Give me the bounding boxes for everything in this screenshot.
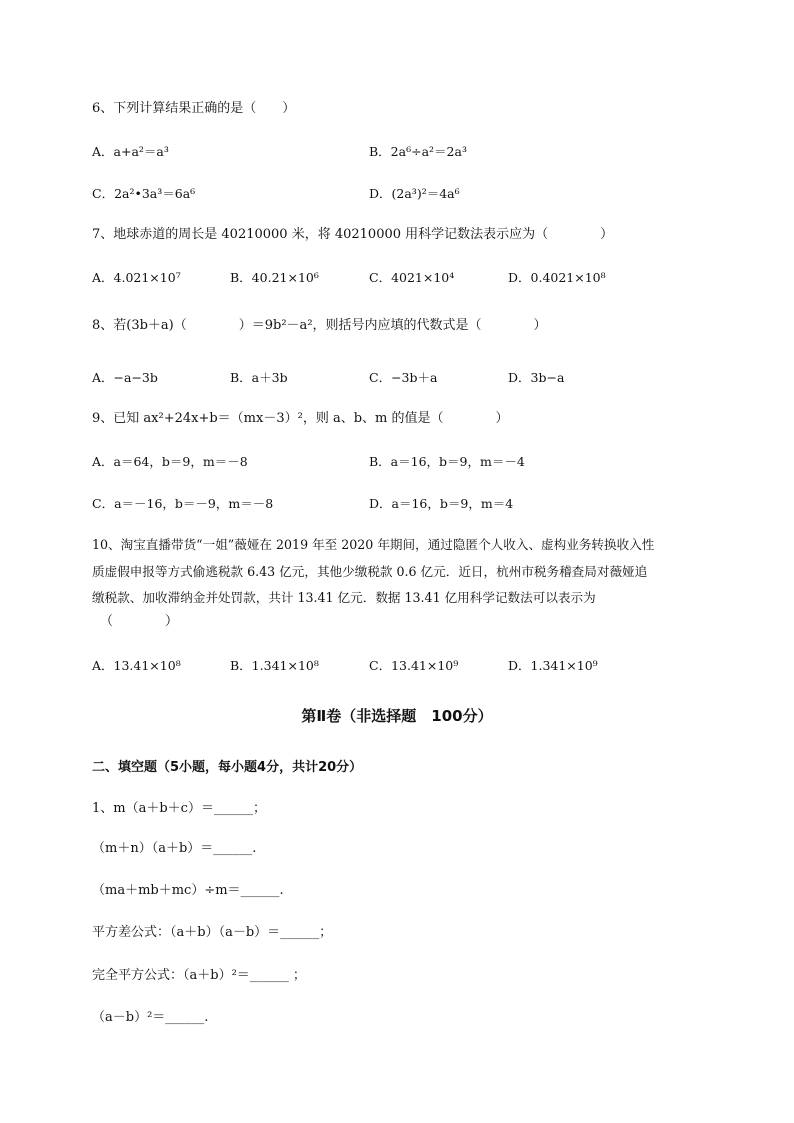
question-10-stem-line-1: 10、淘宝直播带货“一姐”薇娅在 2019 年至 2020 年期间，通过隐匿个人收入、虚构业务转换收入性 <box>92 537 655 552</box>
part-2-title: 第Ⅱ卷（非选择题 100分） <box>301 707 493 725</box>
question-9-option-d: D．a＝16，b＝9，m＝4 <box>369 496 514 511</box>
question-6-option-c: C．2a²•3a³＝6a⁶ <box>92 186 196 201</box>
question-7-stem: 7、地球赤道的周长是 40210000 米，将 40210000 用科学记数法表示应为（ ） <box>92 227 614 242</box>
question-10-option-c: C．13.41×10⁹ <box>369 658 459 673</box>
question-10-option-a: A．13.41×10⁸ <box>92 658 181 673</box>
fill-blank-line-3: （ma＋mb＋mc）÷m＝______. <box>92 883 284 898</box>
question-9-option-b: B．a＝16，b＝9，m＝－4 <box>369 454 525 469</box>
question-8-stem: 8、若(3b＋a)（ ）＝9b²－a²，则括号内应填的代数式是（ ） <box>92 318 547 333</box>
question-10-option-d: D．1.341×10⁹ <box>508 658 598 673</box>
question-6-option-b: B．2a⁶÷a²＝2a³ <box>369 144 467 159</box>
question-8-option-c: C．−3b＋a <box>369 370 438 385</box>
question-10-option-b: B．1.341×10⁸ <box>230 658 319 673</box>
question-9-option-a: A．a＝64，b＝9，m＝－8 <box>92 454 248 469</box>
question-6-option-d: D．(2a³)²＝4a⁶ <box>369 186 460 201</box>
fill-blank-line-4: 平方差公式：（a＋b）（a－b）＝______； <box>92 925 333 940</box>
fill-blank-line-6: （a－b）²＝______. <box>92 1010 209 1025</box>
question-6-stem: 6、下列计算结果正确的是（ ） <box>92 101 296 116</box>
question-7-option-a: A．4.021×10⁷ <box>92 270 181 285</box>
question-7-option-b: B．40.21×10⁶ <box>230 270 319 285</box>
question-10-stem-line-2: 质虚假申报等方式偷逃税款 6.43 亿元，其他少缴税款 0.6 亿元．近日，杭州市税务稽查局对薇娅追 <box>92 564 648 579</box>
question-8-option-a: A．−a−3b <box>92 370 158 385</box>
question-9-option-c: C．a＝－16，b＝－9，m＝－8 <box>92 496 274 511</box>
fill-blank-section-heading: 二、填空题（5小题，每小题4分，共计20分） <box>92 760 363 775</box>
fill-blank-line-5: 完全平方公式：（a＋b）²＝______ ； <box>92 968 306 983</box>
question-8-option-d: D．3b−a <box>508 370 565 385</box>
question-7-option-c: C．4021×10⁴ <box>369 270 455 285</box>
question-8-option-b: B．a＋3b <box>230 370 288 385</box>
question-7-option-d: D．0.4021×10⁸ <box>508 270 606 285</box>
question-9-stem: 9、已知 ax²+24x+b＝（mx－3）²，则 a、b、m 的值是（ ） <box>92 411 509 426</box>
question-10-stem-line-3: 缴税款、加收滞纳金并处罚款，共计 13.41 亿元．数据 13.41 亿用科学记数法可以表示为 <box>92 590 596 605</box>
fill-blank-line-2: （m＋n）（a＋b）＝______. <box>92 841 257 856</box>
fill-blank-line-1: 1、m（a＋b＋c）＝______； <box>92 801 266 816</box>
question-6-option-a: A．a+a²＝a³ <box>92 144 169 159</box>
question-10-stem-line-4: （ ） <box>100 614 179 629</box>
